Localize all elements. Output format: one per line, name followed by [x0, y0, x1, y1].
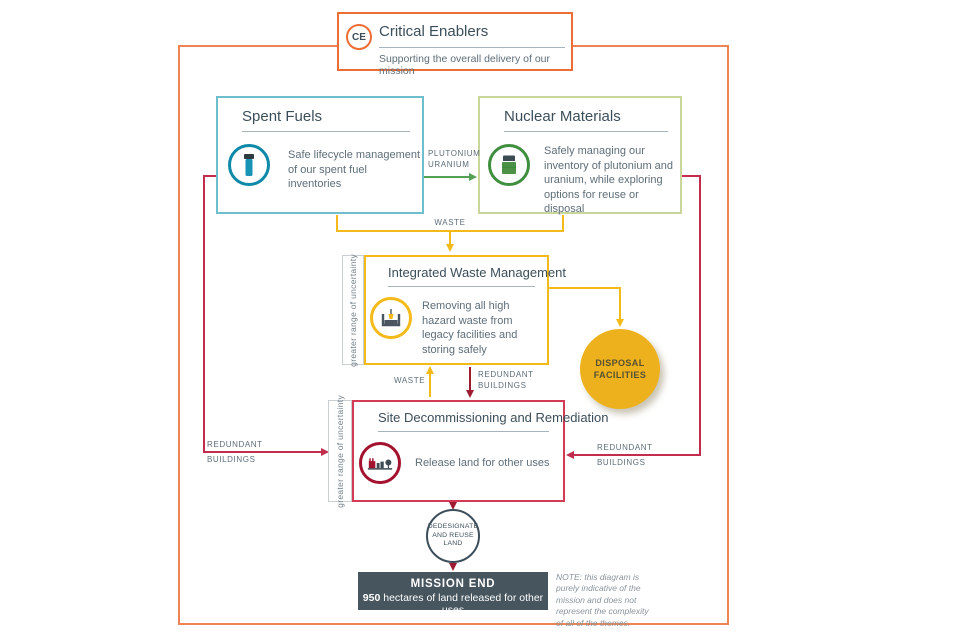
redundant-down-arrowhead	[466, 390, 474, 398]
redundant-left-loop	[204, 176, 321, 452]
plutonium-uranium-label	[428, 148, 480, 170]
critical-enablers-subtitle: Supporting the overall delivery of our mission	[379, 53, 551, 77]
dedesignate-label-line1: DEDESIGNATE	[427, 523, 479, 531]
waste-return-label: WASTE	[394, 376, 426, 385]
redundant-right-arrowhead	[566, 451, 574, 459]
buildings-tree-icon	[359, 442, 401, 484]
mission-end-hectares-text: hectares of land released for other uses	[383, 592, 544, 616]
integrated-waste-management-box	[364, 255, 567, 365]
ce-badge-label: CE	[352, 31, 366, 43]
spent-fuels-description: Safe lifecycle management of our spent fuel inventories	[288, 149, 421, 191]
disposal-connector-line	[548, 288, 620, 319]
iwm-description: Removing all high hazard waste from legacy facilities and storing safely	[422, 300, 518, 356]
disposal-facilities-circle	[580, 329, 660, 409]
plutonium-uranium-arrowhead	[469, 173, 477, 181]
redundant-left-line1: REDUNDANT	[207, 440, 263, 449]
redundant-down-label	[478, 369, 534, 391]
spent-fuels-title: Spent Fuels	[242, 108, 323, 125]
iwm-uncertainty-strip	[342, 255, 364, 365]
iwm-uncertainty-label: greater range of uncertainty	[348, 253, 358, 367]
nuclear-materials-description: Safely managing our inventory of plutonium and uranium, while exploring options for reuse or disposal	[544, 145, 674, 216]
mission-end-hectares-value: 950	[362, 592, 381, 604]
waste-junction-arrowhead	[446, 244, 454, 252]
nuclear-materials-box	[478, 96, 682, 214]
nuclear-materials-divider	[504, 131, 668, 132]
waste-top-label: WASTE	[434, 218, 466, 227]
disposal-facilities-label-line1: DISPOSAL	[595, 358, 645, 368]
waste-return-arrowhead	[426, 366, 434, 374]
sdr-uncertainty-strip	[328, 394, 352, 508]
nuclear-materials-title: Nuclear Materials	[504, 108, 621, 125]
mission-end-box	[358, 572, 548, 616]
disposal-arrowhead	[616, 319, 624, 327]
waste-container-icon	[370, 297, 412, 339]
sdr-divider	[378, 431, 549, 432]
disposal-facilities-label-line2: FACILITIES	[593, 370, 647, 380]
dedesignate-label-line3: LAND	[443, 540, 463, 548]
critical-enablers-panel	[337, 12, 573, 77]
drum-icon	[488, 144, 530, 186]
redundant-right-line1: REDUNDANT	[597, 443, 653, 452]
fuel-canister-icon	[228, 144, 270, 186]
mission-end-subtitle	[358, 592, 548, 616]
iwm-title: Integrated Waste Management	[388, 265, 567, 280]
redundant-down-line1: REDUNDANT	[478, 370, 534, 379]
redundant-down-line2: BUILDINGS	[478, 381, 527, 390]
sdr-title: Site Decommissioning and Remediation	[378, 410, 609, 425]
uranium-label: URANIUM	[428, 160, 470, 169]
iwm-divider	[388, 286, 535, 287]
ce-badge-icon	[346, 24, 372, 50]
sdr-description: Release land for other uses	[415, 456, 550, 469]
dedesignate-circle	[426, 509, 480, 563]
redundant-right-line2: BUILDINGS	[597, 458, 646, 467]
dedesignate-label-line2: AND REUSE	[432, 531, 474, 539]
redundant-left-line2: BUILDINGS	[207, 455, 256, 464]
critical-enablers-title: Critical Enablers	[379, 23, 489, 40]
dedesignate-to-missionend-arrowhead	[449, 563, 457, 571]
diagram-note: NOTE: this diagram is purely indicative of the mission and does not represent the complexity of all of the themes.	[556, 572, 649, 628]
mission-end-title: MISSION END	[410, 578, 496, 590]
site-decommissioning-box	[352, 400, 609, 502]
spent-fuels-divider	[242, 131, 410, 132]
critical-enablers-divider	[379, 47, 565, 48]
spent-fuels-box	[216, 96, 424, 214]
plutonium-label: PLUTONIUM	[428, 149, 481, 158]
sdr-uncertainty-label: greater range of uncertainty	[335, 394, 345, 508]
